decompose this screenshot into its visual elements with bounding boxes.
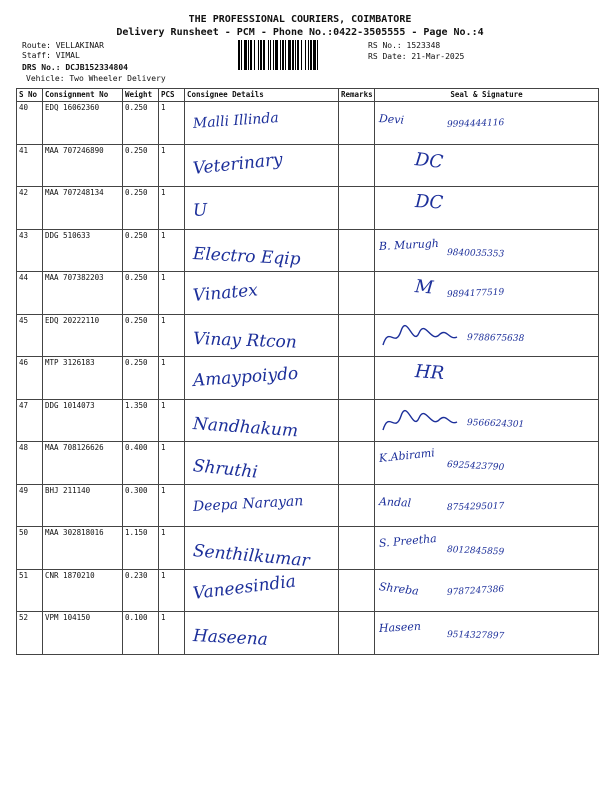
cell-sno: 52	[17, 612, 43, 655]
cell-consignee	[185, 612, 339, 655]
cell-pcs: 1	[159, 527, 185, 570]
handwritten-phone: 9894177519	[446, 287, 505, 300]
cell-pcs: 1	[159, 102, 185, 145]
cell-sno: 48	[17, 442, 43, 485]
cell-consignment: MAA 707248134	[43, 187, 123, 230]
cell-signature	[375, 569, 599, 612]
cell-consignee	[185, 102, 339, 145]
cell-remarks	[339, 612, 375, 655]
cell-consignee	[185, 399, 339, 442]
handwritten-consignee: Senthilkumar	[192, 541, 311, 572]
handwritten-signature: M	[414, 276, 435, 299]
cell-remarks	[339, 399, 375, 442]
company-title: THE PROFESSIONAL COURIERS, COIMBATORE	[188, 14, 412, 25]
handwritten-consignee: Vaneesindia	[191, 570, 297, 604]
handwritten-signature: Devi	[378, 112, 405, 127]
cell-signature	[375, 187, 599, 230]
handwritten-signature: Andal	[378, 494, 412, 510]
cell-remarks	[339, 442, 375, 485]
cell-consignee	[185, 357, 339, 400]
drs-number: DRS No.: DCJB152334804	[22, 63, 128, 72]
cell-weight: 0.250	[123, 229, 159, 272]
handwritten-consignee: Amaypoiydo	[192, 363, 299, 391]
cell-consignee	[185, 272, 339, 315]
cell-pcs: 1	[159, 399, 185, 442]
handwritten-signature: DC	[414, 191, 444, 214]
cell-signature	[375, 442, 599, 485]
runsheet-title: Delivery Runsheet - PCM - Phone No.:0422-3505555 - Page No.:4	[116, 27, 484, 38]
route-label: Route: VELLAKINAR	[22, 41, 104, 50]
cell-remarks	[339, 569, 375, 612]
cell-consignment: MTP 3126183	[43, 357, 123, 400]
table-header-row	[17, 89, 599, 102]
cell-sno: 44	[17, 272, 43, 315]
cell-consignee	[185, 527, 339, 570]
cell-consignment: MAA 708126626	[43, 442, 123, 485]
cell-weight: 0.230	[123, 569, 159, 612]
cell-signature	[375, 272, 599, 315]
handwritten-consignee: Shruthi	[191, 456, 259, 483]
cell-consignment: BHJ 211140	[43, 484, 123, 527]
cell-sno: 41	[17, 144, 43, 187]
col-consignee: Consignee Details	[185, 89, 339, 102]
cell-consignee	[185, 187, 339, 230]
cell-weight: 0.300	[123, 484, 159, 527]
cell-weight: 0.250	[123, 357, 159, 400]
table-row	[17, 484, 599, 527]
cell-consignee	[185, 442, 339, 485]
cell-remarks	[339, 187, 375, 230]
cell-consignment: CNR 1870210	[43, 569, 123, 612]
handwritten-signature: Haseen	[378, 619, 422, 635]
cell-weight: 0.100	[123, 612, 159, 655]
col-pcs: PCS	[159, 89, 185, 102]
cell-pcs: 1	[159, 357, 185, 400]
cell-pcs: 1	[159, 442, 185, 485]
rs-number: RS No.: 1523348	[368, 41, 441, 50]
cell-consignment: MAA 707382203	[43, 272, 123, 315]
table-row	[17, 569, 599, 612]
handwritten-phone: 9788675638	[466, 332, 525, 344]
handwritten-consignee: Haseena	[192, 626, 269, 650]
cell-weight: 0.400	[123, 442, 159, 485]
cell-pcs: 1	[159, 314, 185, 357]
table-row	[17, 272, 599, 315]
cell-sno: 46	[17, 357, 43, 400]
table-row	[17, 399, 599, 442]
table-row	[17, 229, 599, 272]
cell-sno: 42	[17, 187, 43, 230]
table-row	[17, 102, 599, 145]
cell-sno: 45	[17, 314, 43, 357]
cell-sno: 50	[17, 527, 43, 570]
handwritten-signature: K.Abirami	[378, 446, 436, 465]
cell-weight: 1.150	[123, 527, 159, 570]
table-row	[17, 357, 599, 400]
cell-signature	[375, 612, 599, 655]
handwritten-consignee: Vinay Rtcon	[192, 328, 298, 353]
cell-consignee	[185, 484, 339, 527]
cell-consignment: EDQ 20222110	[43, 314, 123, 357]
cell-signature	[375, 357, 599, 400]
col-remarks: Remarks	[339, 89, 375, 102]
handwritten-signature: DC	[413, 148, 445, 173]
col-sno: S No	[17, 89, 43, 102]
barcode	[238, 40, 362, 70]
handwritten-phone: 9840035353	[446, 247, 505, 259]
handwritten-consignee: U	[192, 200, 208, 221]
cell-remarks	[339, 229, 375, 272]
cell-pcs: 1	[159, 272, 185, 315]
table-row	[17, 314, 599, 357]
handwritten-consignee: Electro Eqip	[192, 243, 302, 270]
handwritten-signature: HR	[414, 361, 445, 385]
cell-consignee	[185, 144, 339, 187]
cell-consignee	[185, 314, 339, 357]
cell-signature	[375, 527, 599, 570]
cell-consignment: MAA 302818016	[43, 527, 123, 570]
cell-consignee	[185, 569, 339, 612]
cell-weight: 0.250	[123, 187, 159, 230]
cell-remarks	[339, 272, 375, 315]
cell-remarks	[339, 102, 375, 145]
cell-sno: 43	[17, 229, 43, 272]
cell-consignment: VPM 104150	[43, 612, 123, 655]
cell-weight: 0.250	[123, 314, 159, 357]
cell-remarks	[339, 484, 375, 527]
runsheet-table	[16, 88, 599, 655]
handwritten-phone: 9787247386	[446, 584, 505, 598]
handwritten-consignee: Veterinary	[191, 149, 284, 179]
cell-signature	[375, 102, 599, 145]
handwritten-consignee: Deepa Narayan	[192, 492, 304, 515]
cell-pcs: 1	[159, 569, 185, 612]
cell-sno: 40	[17, 102, 43, 145]
cell-pcs: 1	[159, 229, 185, 272]
handwritten-phone: 8754295017	[446, 501, 505, 513]
cell-pcs: 1	[159, 187, 185, 230]
table-row	[17, 144, 599, 187]
cell-signature	[375, 144, 599, 187]
col-weight: Weight	[123, 89, 159, 102]
handwritten-consignee: Nandhakum	[192, 413, 299, 441]
cell-consignment: MAA 707246890	[43, 144, 123, 187]
cell-consignment: EDQ 16062360	[43, 102, 123, 145]
cell-pcs: 1	[159, 484, 185, 527]
handwritten-consignee: Vinatex	[192, 280, 259, 306]
handwritten-phone: 9994444116	[446, 118, 505, 130]
cell-sno: 51	[17, 569, 43, 612]
handwritten-phone: 6925423790	[446, 460, 505, 473]
table-row	[17, 612, 599, 655]
cell-weight: 0.250	[123, 144, 159, 187]
cell-sno: 49	[17, 484, 43, 527]
cell-sno: 47	[17, 399, 43, 442]
cell-remarks	[339, 314, 375, 357]
vehicle-label: Vehicle: Two Wheeler Delivery	[26, 74, 166, 83]
cell-weight: 1.350	[123, 399, 159, 442]
cell-consignee	[185, 229, 339, 272]
cell-signature	[375, 399, 599, 442]
handwritten-phone: 9566624301	[466, 417, 525, 430]
cell-remarks	[339, 527, 375, 570]
cell-signature	[375, 314, 599, 357]
col-signature: Seal & Signature	[375, 89, 599, 102]
cell-signature	[375, 229, 599, 272]
table-row	[17, 527, 599, 570]
cell-remarks	[339, 144, 375, 187]
cell-pcs: 1	[159, 612, 185, 655]
cell-pcs: 1	[159, 144, 185, 187]
handwritten-signature: Shreba	[378, 579, 420, 598]
staff-label: Staff: VIMAL	[22, 51, 80, 60]
handwritten-signature: S. Preetha	[378, 531, 438, 550]
cell-signature	[375, 484, 599, 527]
cell-weight: 0.250	[123, 102, 159, 145]
cell-consignment: DDG 510633	[43, 229, 123, 272]
handwritten-consignee: Malli Illinda	[192, 110, 280, 132]
table-row	[17, 442, 599, 485]
handwritten-phone: 9514327897	[446, 630, 505, 642]
cell-weight: 0.250	[123, 272, 159, 315]
table-row	[17, 187, 599, 230]
handwritten-signature: B. Murugh	[378, 236, 440, 253]
handwritten-phone: 8012845859	[446, 545, 505, 558]
cell-consignment: DDG 1014073	[43, 399, 123, 442]
rs-date: RS Date: 21-Mar-2025	[368, 52, 465, 61]
cell-remarks	[339, 357, 375, 400]
col-consignment: Consignment No	[43, 89, 123, 102]
